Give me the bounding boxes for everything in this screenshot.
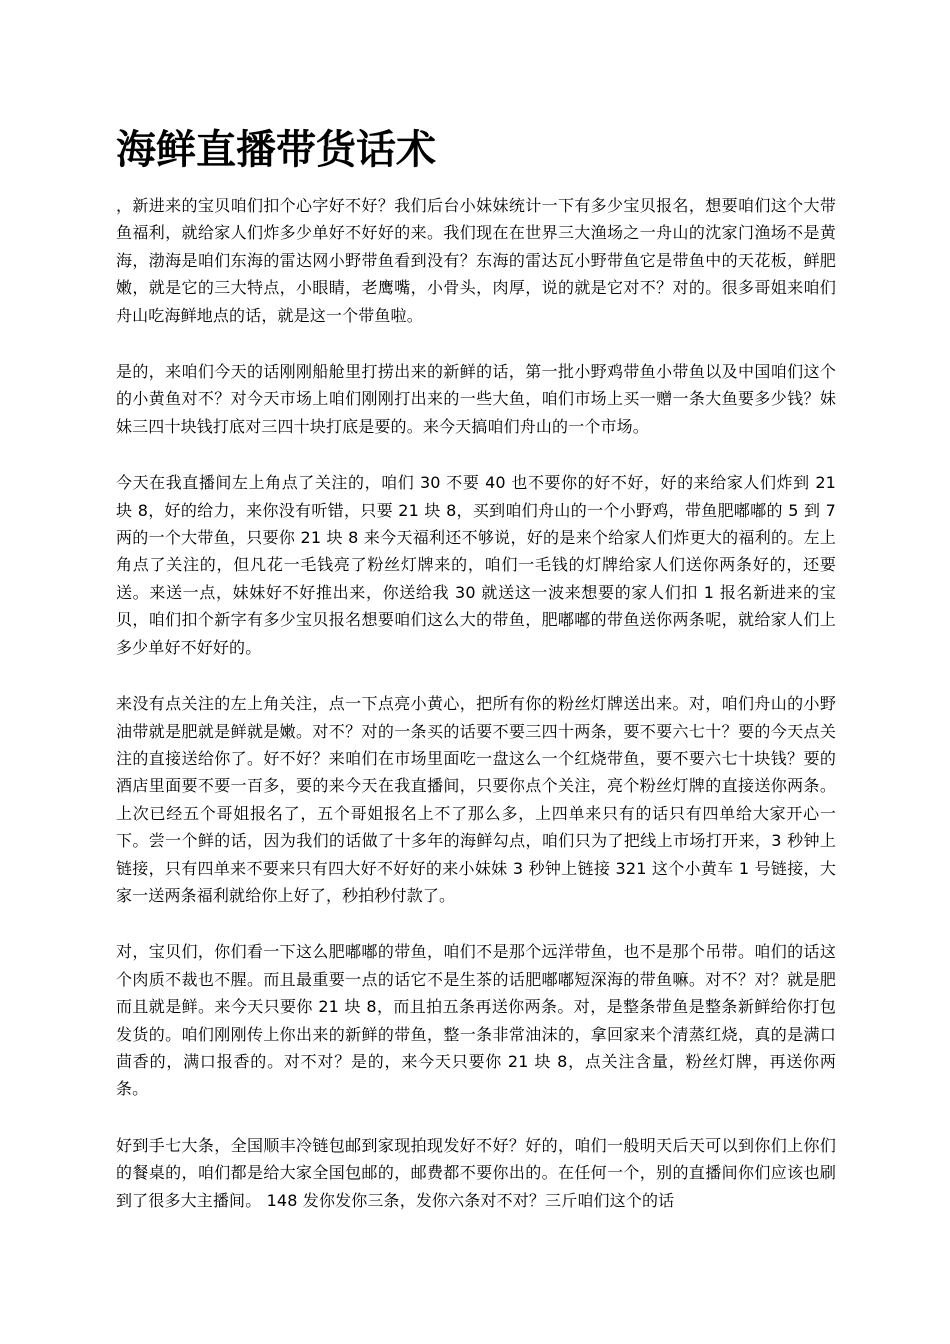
paragraph: ，新进来的宝贝咱们扣个心字好不好？我们后台小妹妹统计一下有多少宝贝报名，想要咱们这个大带鱼福利，就给家人们炸多少单好不好好的来。我们现在在世界三大渔场之一舟山的沈家门渔场不是黄海，渤海是咱们东海的雷达网小野带鱼看到没有？东海的雷达瓦小野带鱼它是带鱼中的天花板，鲜肥嫩，就是它的三大特点，小眼睛，老鹰嘴，小骨头，肉厚，说的就是它对不？对的。很多哥姐来咱们舟山吃海鲜地点的话，就是这一个带鱼啦。 [116,196,836,325]
paragraph: 好到手七大条，全国顺丰冷链包邮到家现拍现发好不好？好的，咱们一般明天后天可以到你们上你们的餐桌的，咱们都是给大家全国包邮的，邮费都不要你出的。在任何一个，别的直播间你们应该也刷到了很多大主播间。 148 发你发你三条，发你六条对不对？三斤咱们这个的话 [116,1135,836,1210]
paragraph: 今天在我直播间左上角点了关注的，咱们 30 不要 40 也不要你的好不好，好的来给家人们炸到 21 块 8，好的给力，来你没有听错，只要 21 块 8，买到咱们舟山的一个小野鸡，带鱼肥嘟嘟的 5 到 7 两的一个大带鱼，只要你 21 块 8 来今天福利还不够说，好的是来个给家人们炸更大的福利的。左上角点了关注的，但凡花一毛钱亮了粉丝灯牌来的，咱们一毛钱的灯牌给家人们送你两条好的，还要送。来送一点，妹妹好不好推出来，你送给我 30 就送这一波来想要的家人们扣 1 报名新进来的宝贝，咱们扣个新字有多少宝贝报名想要咱们这么大的带鱼，肥嘟嘟的带鱼送你两条呢，就给家人们上多少单好不好好的。 [116,473,836,657]
paragraph: 是的，来咱们今天的话刚刚船舱里打捞出来的新鲜的话，第一批小野鸡带鱼小带鱼以及中国咱们这个的小黄鱼对不？对今天市场上咱们刚刚打出来的一些大鱼，咱们市场上买一赠一条大鱼要多少钱？妹妹三四十块钱打底对三四十块打底是要的。来今天搞咱们舟山的一个市场。 [116,362,836,436]
document-title: 海鲜直播带货话术 [116,127,436,173]
document-page [116,118,836,1243]
paragraph: 来没有点关注的左上角关注，点一下点亮小黄心，把所有你的粉丝灯牌送出来。对，咱们舟山的小野油带就是肥就是鲜就是嫩。对不？对的一条买的话要不要三四十两条，要不要六七十？要的今天点关注的直接送给你了。好不好？来咱们在市场里面吃一盘这么一个红烧带鱼，要不要六七十块钱？要的酒店里面要不要一百多，要的来今天在我直播间，只要你点个关注，亮个粉丝灯牌的直接送你两条。上次已经五个哥姐报名了，五个哥姐报名上不了那么多，上四单来只有的话只有四单给大家开心一下。尝一个鲜的话，因为我们的话做了十多年的海鲜勾点，咱们只为了把线上市场打开来，3 秒钟上链接，只有四单来不要来只有四大好不好好的来小妹妹 3 秒钟上链接 321 这个小黄车 1 号链接，大家一送两条福利就给你上好了，秒拍秒付款了。 [116,694,836,905]
paragraph: 对，宝贝们，你们看一下这么肥嘟嘟的带鱼，咱们不是那个远洋带鱼，也不是那个吊带。咱们的话这个肉质不裁也不腥。而且最重要一点的话它不是生茶的话肥嘟嘟短深海的带鱼嘛。对不？对？就是肥而且就是鲜。来今天只要你 21 块 8，而且拍五条再送你两条。对，是整条带鱼是整条新鲜给你打包发货的。咱们刚刚传上你出来的新鲜的带鱼，整一条非常油沫的，拿回家来个清蒸红烧，真的是满口茴香的，满口报香的。对不对？是的，来今天只要你 21 块 8，点关注含量，粉丝灯牌，再送你两条。 [116,942,836,1099]
document-body [116,192,836,1214]
